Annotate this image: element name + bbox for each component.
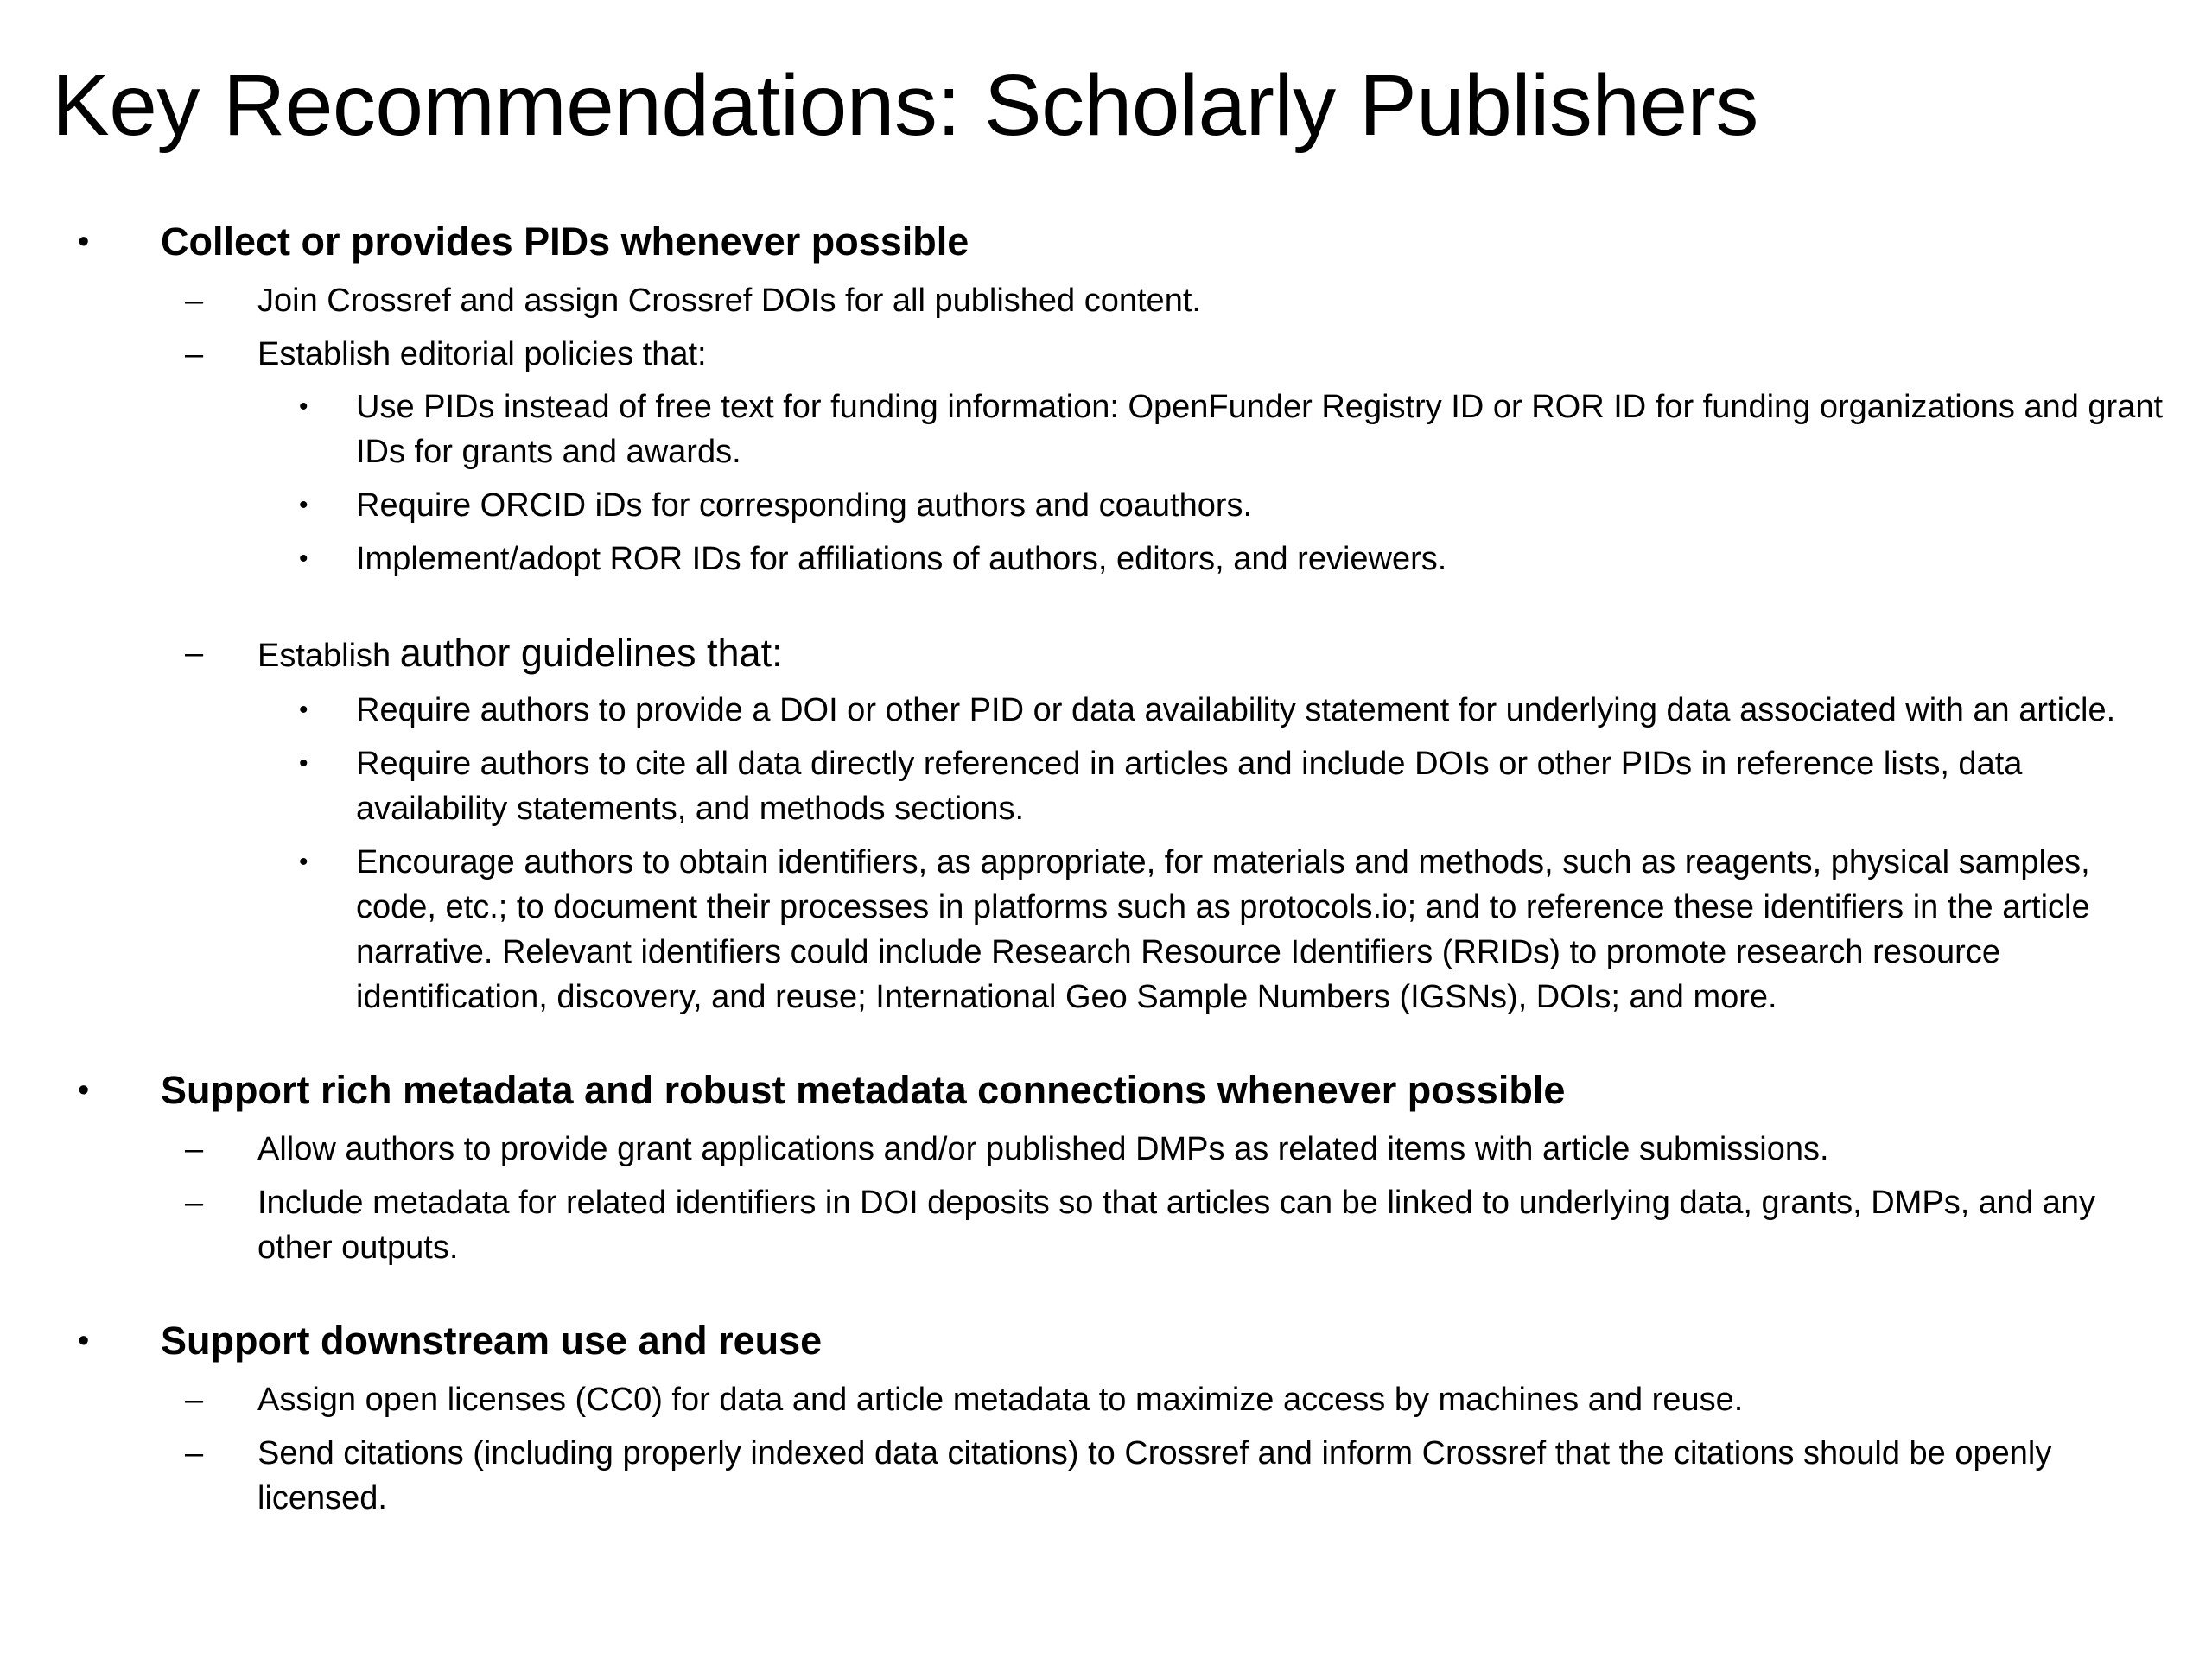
bullet-marker: •	[78, 1072, 90, 1109]
bullet-marker: •	[78, 224, 90, 260]
dash-marker: –	[185, 635, 204, 671]
list-item-text: Join Crossref and assign Crossref DOIs for all published content.	[257, 283, 1201, 319]
dash-marker: –	[185, 283, 204, 319]
sub-list-item-text: Require authors to cite all data directly referenced in articles and include DOIs or other PIDs in reference lists, data availability statements, and methods sections.	[356, 746, 2023, 827]
sub-list-item-text: Implement/adopt ROR IDs for affiliations of authors, editors, and reviewers.	[356, 541, 1447, 577]
list-item-text: Send citations (including properly indexed data citations) to Crossref and inform Crossref that the citations should be openly licensed.	[257, 1435, 2052, 1516]
section-heading-text: Support downstream use and reuse	[161, 1319, 823, 1363]
bullet-marker: •	[299, 848, 308, 876]
bullet-marker: •	[78, 1323, 90, 1359]
dash-marker: –	[185, 1435, 204, 1471]
dash-marker: –	[185, 1382, 204, 1418]
slide-title: Key Recommendations: Scholarly Publishers	[52, 57, 1758, 154]
list-item-text: Include metadata for related identifiers in DOI deposits so that articles can be linked to underlying data, grants, DMPs, and any other outputs.	[257, 1185, 2096, 1266]
dash-marker: –	[185, 1131, 204, 1167]
sub-list-item-text: Require authors to provide a DOI or other PID or data availability statement for underlying data associated with an article.	[356, 692, 2116, 728]
sub-list-item-text: Use PIDs instead of free text for funding information: OpenFunder Registry ID or ROR ID for funding organizations and grant IDs for grants and awards.	[356, 389, 2164, 470]
sub-list-item-text: Require ORCID iDs for corresponding authors and coauthors.	[356, 487, 1253, 524]
list-item-text-prefix: Establish	[257, 638, 391, 674]
list-item-text: Assign open licenses (CC0) for data and article metadata to maximize access by machines and reuse.	[257, 1382, 1744, 1418]
section-heading-text: Collect or provides PIDs whenever possible	[161, 219, 969, 264]
bullet-marker: •	[299, 544, 308, 573]
bullet-marker: •	[299, 696, 308, 724]
dash-marker: –	[185, 1185, 204, 1221]
list-item-text	[257, 631, 2176, 678]
list-item-text: Establish editorial policies that:	[257, 336, 707, 372]
bullet-marker: •	[299, 491, 308, 519]
dash-marker: –	[185, 336, 204, 372]
sub-list-item-text: Encourage authors to obtain identifiers, as appropriate, for materials and methods, such as reagents, physical samples, code, etc.; to document their processes in platforms such as protocols.io; and to reference these identifiers in the article narrative. Relevant identifiers could include Research Resource Identifiers (RRIDs) to promote research resource identification, discovery, and reuse; International Geo Sample Numbers (IGSNs), DOIs; and more.	[356, 844, 2090, 1015]
bullet-marker: •	[299, 749, 308, 778]
list-item-text: Allow authors to provide grant applications and/or published DMPs as related items with article submissions.	[257, 1131, 1829, 1167]
list-item-text-suffix: author guidelines that:	[399, 631, 783, 675]
section-heading-text: Support rich metadata and robust metadata connections whenever possible	[161, 1068, 1566, 1112]
bullet-marker: •	[299, 392, 308, 421]
